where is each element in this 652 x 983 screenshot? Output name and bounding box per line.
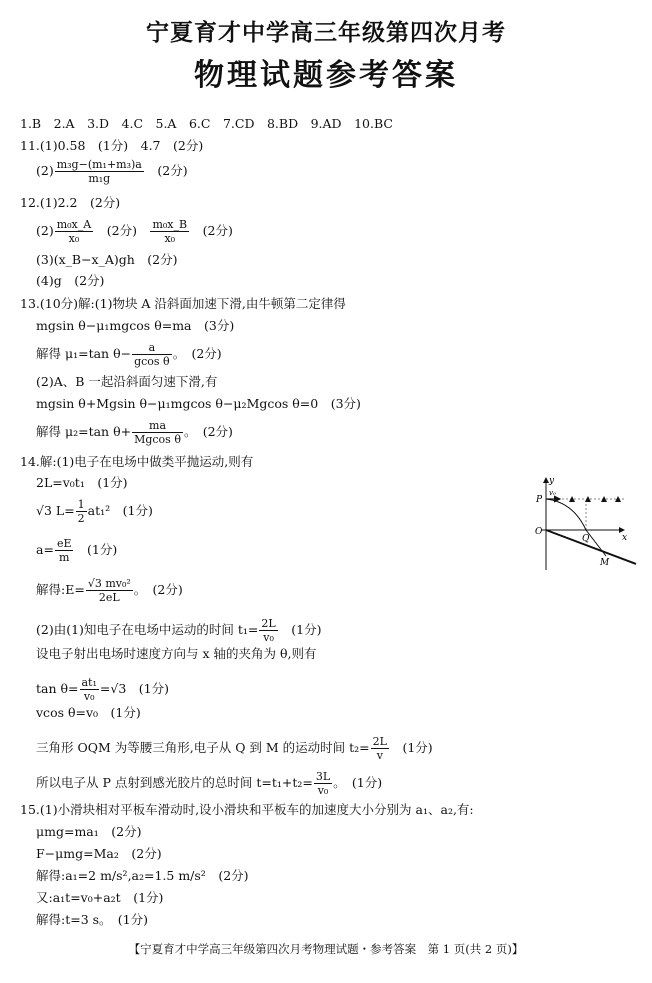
- q14-tan-theta-prefix: tan θ=: [36, 681, 79, 696]
- q13-result-1: [36, 341, 222, 368]
- q14-fraction-e-denominator: 2eL: [98, 591, 120, 604]
- q14-angle-setup: 设电子射出电场时速度方向与 x 轴的夹角为 θ,则有: [36, 646, 317, 661]
- exam-title: 宁夏育才中学高三年级第四次月考: [146, 20, 506, 46]
- q13-result-1-score: 。 (2分): [172, 346, 222, 361]
- q12-fraction-a-denominator: x₀: [68, 232, 80, 245]
- q11-fraction-denominator: m₁g: [88, 172, 111, 185]
- q12-part3: (3)(x_B−x_A)gh (2分): [36, 252, 178, 267]
- label-q: Q: [582, 534, 590, 544]
- q14-total-time: [36, 770, 382, 797]
- q11-part2-prefix: (2): [36, 163, 54, 178]
- label-x: x: [622, 533, 628, 543]
- q12-part2-prefix: (2): [36, 223, 54, 238]
- q14-result-e: [36, 577, 183, 604]
- q12-fraction-b-numerator: m₀x_B: [152, 218, 188, 231]
- mc-answers: 1.B 2.A 3.D 4.C 5.A 6.C 7.CD 8.BD 9.AD 10.BC: [20, 116, 393, 131]
- q15-heading: 15.(1)小滑块相对平板车滑动时,设小滑块和平板车的加速度大小分别为 a₁、a₂,有:: [20, 802, 474, 817]
- q14-triangle-score: (1分): [402, 740, 433, 755]
- q13-fraction-2-denominator: Mgcos θ: [134, 433, 181, 446]
- q11-part1: 11.(1)0.58 (1分) 4.7 (2分): [20, 138, 204, 153]
- q14-fraction-t2: [371, 735, 389, 762]
- q12-part4: (4)g (2分): [36, 273, 105, 288]
- q14-fraction-tan-numerator: at₁: [81, 676, 97, 689]
- q14-fraction-accel-denominator: m: [58, 551, 70, 564]
- label-o: O: [535, 527, 543, 537]
- q14-equation-3: [36, 537, 117, 564]
- q13-heading: 13.(10分)解:(1)物块 A 沿斜面加速下滑,由牛顿第二定律得: [20, 296, 346, 311]
- label-v0: v₀: [549, 489, 556, 497]
- q11-fraction-numerator: m₃g−(m₁+m₃)a: [56, 158, 142, 171]
- q12-fraction-a: [55, 218, 94, 245]
- q12-fraction-a-numerator: m₀x_A: [56, 218, 92, 231]
- q12-part1: 12.(1)2.2 (2分): [20, 195, 121, 210]
- q12-score-b: (2分): [202, 223, 233, 238]
- q14-fraction-t1-denominator: v₀: [263, 631, 274, 644]
- page-footer: 【宁夏育才中学高三年级第四次月考物理试题・参考答案 第 1 页(共 2 页)】: [128, 942, 524, 956]
- q14-fraction-half-numerator: 1: [77, 498, 85, 511]
- q15-result-1: 解得:a₁=2 m/s²,a₂=1.5 m/s² (2分): [36, 868, 249, 883]
- q14-vcos: vcos θ=v₀ (1分): [36, 705, 141, 720]
- q14-fraction-e-numerator: √3 mv₀²: [87, 577, 131, 590]
- q11-part2-score: (2分): [157, 163, 188, 178]
- q12-score-a: (2分): [106, 223, 137, 238]
- q13-fraction-2: [132, 419, 183, 446]
- q14-part2-time-prefix: (2)由(1)知电子在电场中运动的时间 t₁=: [36, 622, 259, 637]
- q13-result-2-score: 。 (2分): [183, 424, 233, 439]
- q13-fraction-1-numerator: a: [132, 341, 172, 355]
- q14-fraction-t1: [259, 617, 277, 644]
- q11-fraction: [55, 158, 144, 185]
- q14-part2-time-score: (1分): [291, 622, 322, 637]
- q14-triangle-prefix: 三角形 OQM 为等腰三角形,电子从 Q 到 M 的运动时间 t₂=: [36, 740, 370, 755]
- q13-fraction-2-numerator: ma: [132, 419, 183, 433]
- q14-result-e-prefix: 解得:E=: [36, 582, 85, 597]
- label-m: M: [600, 558, 610, 568]
- q14-fraction-total: [314, 770, 332, 797]
- q15-equation-3: 又:a₁t=v₀+a₂t (1分): [36, 890, 164, 905]
- q13-result-2-prefix: 解得 μ₂=tan θ+: [36, 424, 132, 439]
- q13-result-2: [36, 419, 233, 446]
- q15-result-2: 解得:t=3 s。 (1分): [36, 912, 149, 927]
- q14-fraction-accel: [55, 537, 74, 564]
- q12-fraction-b-denominator: x₀: [164, 232, 176, 245]
- q14-total-time-score: 。 (1分): [333, 775, 383, 790]
- q13-part2: (2)A、B 一起沿斜面匀速下滑,有: [36, 374, 218, 389]
- q14-tan-theta-suffix: =√3 (1分): [99, 681, 169, 696]
- q13-fraction-1: [132, 341, 172, 368]
- q15-equation-1: μmg=ma₁ (2分): [36, 824, 142, 839]
- q14-equation-1: 2L=v₀t₁ (1分): [36, 475, 128, 490]
- q11-part2: [36, 158, 188, 185]
- q12-part2: [36, 218, 233, 245]
- q14-result-e-score: 。 (2分): [133, 582, 183, 597]
- q14-tan-theta: [36, 676, 169, 703]
- q14-equation-3-prefix: a=: [36, 542, 54, 557]
- q14-equation-2: [36, 498, 153, 525]
- q12-fraction-b: [150, 218, 189, 245]
- q14-equation-2-suffix: at₁² (1分): [87, 503, 153, 518]
- q14-triangle: [36, 735, 433, 762]
- q13-equation-1: mgsin θ−μ₁mgcos θ=ma (3分): [36, 318, 235, 333]
- label-y: y: [549, 476, 555, 486]
- q14-fraction-t2-numerator: 2L: [372, 735, 387, 748]
- q13-result-1-prefix: 解得 μ₁=tan θ−: [36, 346, 132, 361]
- q14-total-time-prefix: 所以电子从 P 点射到感光胶片的总时间 t=t₁+t₂=: [36, 775, 313, 790]
- q15-equation-2: F−μmg=Ma₂ (2分): [36, 846, 162, 861]
- answer-title: 物理试题参考答案: [194, 58, 458, 93]
- q14-fraction-total-numerator: 3L: [315, 770, 331, 783]
- q14-equation-2-prefix: √3 L=: [36, 503, 75, 518]
- label-p: P: [536, 495, 543, 505]
- q14-fraction-half-denominator: 2: [77, 512, 85, 525]
- q14-fraction-accel-numerator: eE: [56, 537, 72, 550]
- q14-fraction-t1-numerator: 2L: [261, 617, 276, 630]
- q13-fraction-1-denominator: gcos θ: [134, 355, 170, 368]
- q14-heading: 14.解:(1)电子在电场中做类平抛运动,则有: [20, 454, 254, 469]
- q14-fraction-t2-denominator: v: [376, 749, 383, 762]
- electron-field-diagram: [528, 472, 646, 572]
- q14-fraction-tan: [80, 676, 99, 703]
- q13-equation-2: mgsin θ+Mgsin θ−μ₁mgcos θ−μ₂Mgcos θ=0 (3分): [36, 396, 361, 411]
- q14-part2-time: [36, 617, 321, 644]
- electron-trajectory: [546, 499, 606, 556]
- q14-fraction-half: [76, 498, 87, 525]
- q14-fraction-total-denominator: v₀: [317, 784, 329, 797]
- q14-fraction-tan-denominator: v₀: [83, 690, 95, 703]
- q14-equation-3-score: (1分): [87, 542, 118, 557]
- q14-fraction-e: [86, 577, 133, 604]
